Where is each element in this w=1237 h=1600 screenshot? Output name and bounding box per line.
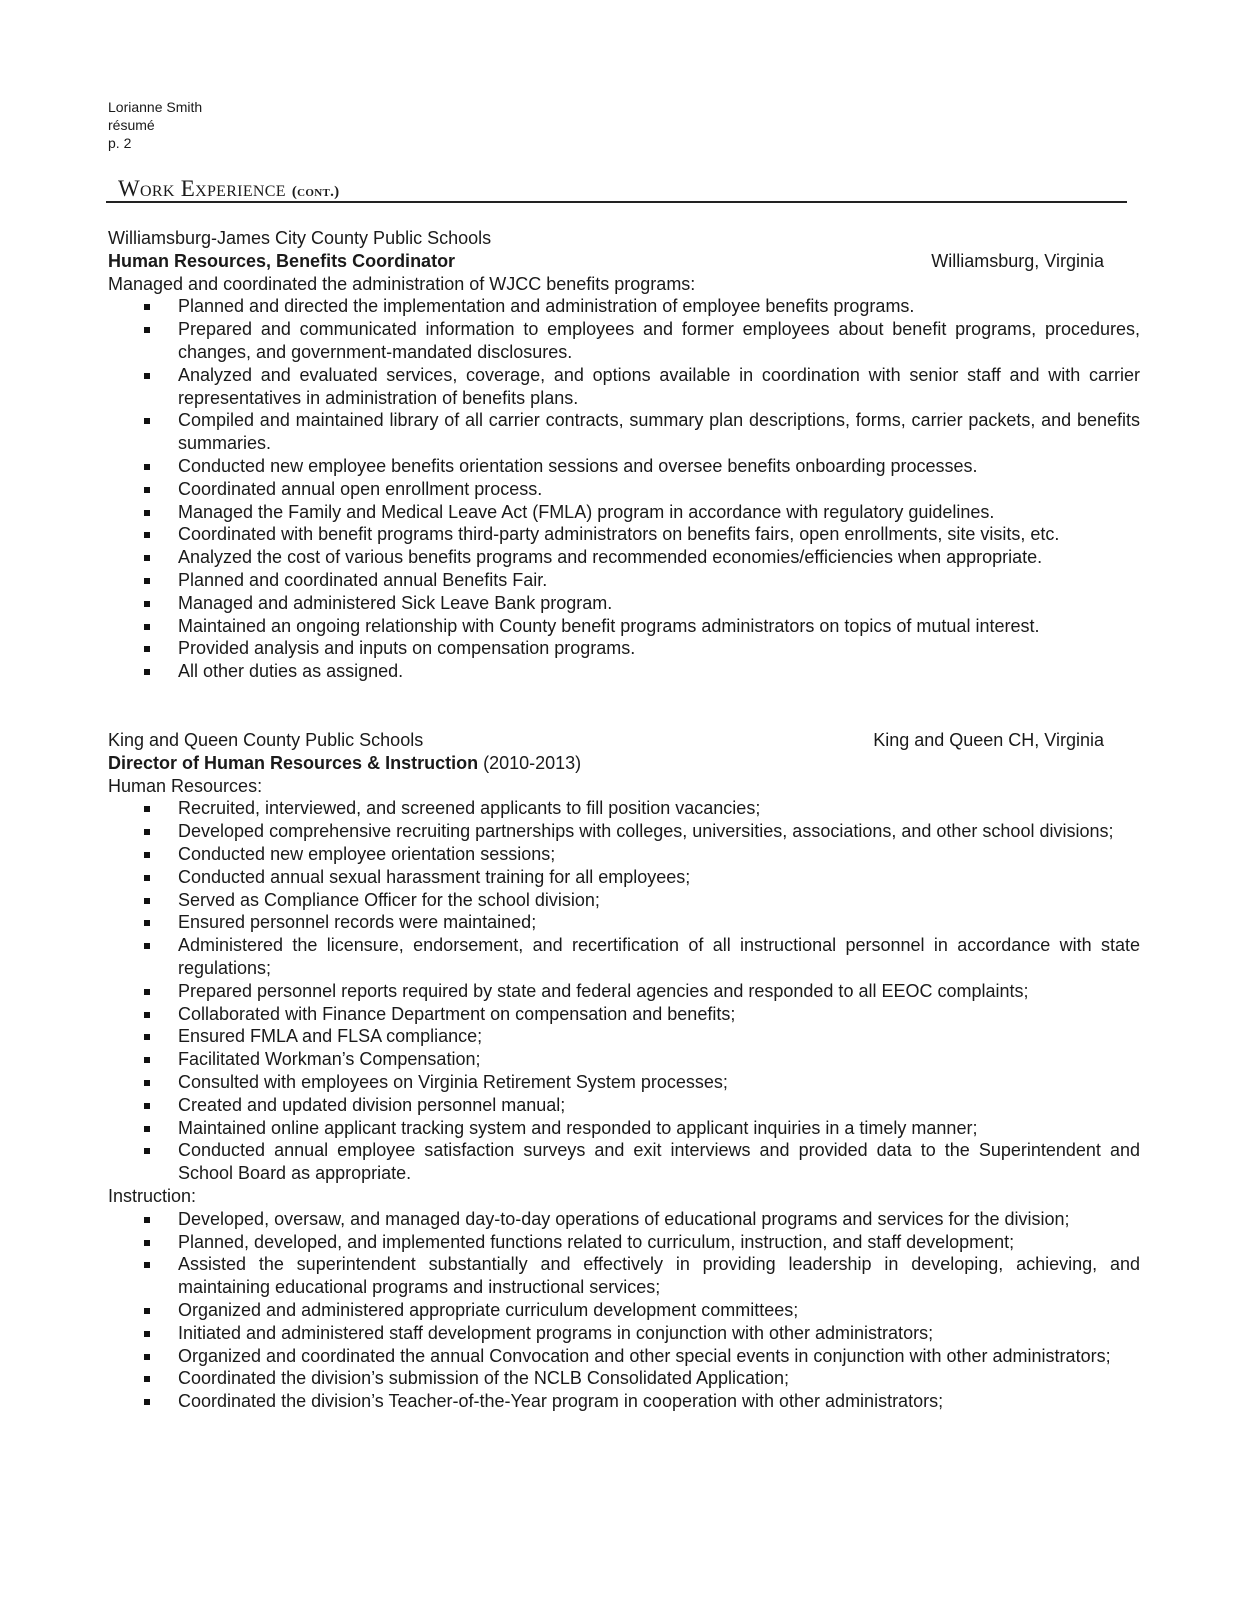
author-name: Lorianne Smith [108,99,203,115]
section-divider [106,201,1127,203]
bullet-item [108,1322,1140,1345]
bullet-text: Recruited, interviewed, and screened applicants to fill position vacancies; [178,798,761,819]
hr-bullet-list [108,797,1140,1185]
bullet-item [108,1299,1140,1322]
bullet-item [108,1048,1140,1071]
section-title: Work Experience [118,176,286,201]
bullet-item [108,797,1140,820]
bullet-item [108,660,1140,683]
bullet-square-icon [144,304,150,310]
job-organization: King and Queen County Public Schools [108,730,424,750]
job-title-row [108,752,1140,775]
bullet-square-icon [144,1217,150,1223]
bullet-square-icon [144,1034,150,1040]
bullet-item [108,1071,1140,1094]
bullet-square-icon [144,487,150,493]
bullet-text: Coordinated annual open enrollment process. [178,478,543,499]
bullet-item [108,523,1140,546]
bullet-item [108,889,1140,912]
bullet-square-icon [144,646,150,652]
bullet-text: Served as Compliance Officer for the school division; [178,889,600,910]
bullet-text: Conducted new employee benefits orientation sessions and oversee benefits onboarding processes. [178,455,978,476]
bullet-item [108,1367,1140,1390]
bullet-square-icon [144,920,150,926]
bullet-square-icon [144,1080,150,1086]
document-type: résumé [108,117,155,133]
bullet-item [108,1117,1140,1140]
bullet-square-icon [144,327,150,333]
bullet-square-icon [144,1308,150,1314]
bullet-item [108,592,1140,615]
bullet-square-icon [144,1126,150,1132]
bullet-item [108,501,1140,524]
instruction-subheading: Instruction: [108,1185,197,1206]
bullet-text: Developed, oversaw, and managed day-to-day operations of educational programs and services for the division; [178,1208,1070,1229]
bullet-text: Assisted the superintendent substantially and effectively in providing leadership in developing, achieving, and maintaining educational programs and instructional services; [178,1254,1140,1298]
bullet-item [108,569,1140,592]
bullet-square-icon [144,1240,150,1246]
bullet-text: Planned, developed, and implemented functions related to curriculum, instruction, and staff development; [178,1231,1015,1252]
bullet-item [108,1025,1140,1048]
bullet-item [108,637,1140,660]
bullet-text: Managed and administered Sick Leave Bank program. [178,592,613,613]
bullet-square-icon [144,898,150,904]
bullet-square-icon [144,1262,150,1268]
hr-subheading: Human Resources: [108,775,263,796]
bullet-text: Planned and directed the implementation and administration of employee benefits programs. [178,296,915,317]
bullet-item [108,409,1140,455]
bullet-square-icon [144,1331,150,1337]
bullet-text: Conducted annual sexual harassment training for all employees; [178,866,691,887]
bullet-text: Maintained online applicant tracking system and responded to applicant inquiries in a timely manner; [178,1117,978,1138]
bullet-text: Collaborated with Finance Department on compensation and benefits; [178,1003,736,1024]
bullet-item [108,866,1140,889]
bullet-text: Conducted annual employee satisfaction surveys and exit interviews and provided data to the Superintendent and School Board as appropriate. [178,1140,1140,1184]
bullet-item [108,364,1140,410]
bullet-item [108,1139,1140,1185]
bullet-item [108,615,1140,638]
page-header [108,98,202,152]
bullet-text: Analyzed and evaluated services, coverage, and options available in coordination with senior staff and with carrier representatives in administration of benefits plans. [178,364,1140,408]
bullet-text: Developed comprehensive recruiting partnerships with colleges, universities, associations, and other school divisions; [178,821,1114,842]
section-heading [118,176,339,202]
bullet-item [108,546,1140,569]
job-summary: Managed and coordinated the administration of WJCC benefits programs: [108,273,696,294]
bullet-item [108,1231,1140,1254]
bullet-item [108,980,1140,1003]
bullet-text: Prepared personnel reports required by state and federal agencies and responded to all EEOC complaints; [178,980,1029,1001]
bullet-square-icon [144,852,150,858]
bullet-item [108,1345,1140,1368]
bullet-item [108,1253,1140,1299]
bullet-square-icon [144,1103,150,1109]
job-organization: Williamsburg-James City County Public Schools [108,228,492,248]
bullet-square-icon [144,1354,150,1360]
bullet-item [108,1094,1140,1117]
bullet-square-icon [144,1399,150,1405]
bullet-text: Ensured FMLA and FLSA compliance; [178,1026,483,1047]
bullet-text: Organized and coordinated the annual Convocation and other special events in conjunction with other administrators; [178,1345,1111,1366]
bullet-square-icon [144,555,150,561]
bullet-text: Analyzed the cost of various benefits programs and recommended economies/efficiencies when appropriate. [178,547,1043,568]
bullet-item [108,318,1140,364]
bullet-item [108,843,1140,866]
bullet-text: Facilitated Workman’s Compensation; [178,1049,481,1070]
bullet-item [108,1208,1140,1231]
bullet-text: Compiled and maintained library of all carrier contracts, summary plan descriptions, forms, carrier packets, and benefits summaries. [178,410,1140,454]
job-years: (2010-2013) [483,752,582,773]
bullet-square-icon [144,578,150,584]
bullet-item [108,295,1140,318]
bullet-text: Created and updated division personnel manual; [178,1094,566,1115]
bullet-item [108,455,1140,478]
bullet-text: Provided analysis and inputs on compensation programs. [178,638,636,659]
bullet-text: Prepared and communicated information to employees and former employees about benefit programs, procedures, changes, and government-mandated disclosures. [178,319,1140,362]
bullet-square-icon [144,532,150,538]
job-organization-row [108,227,1140,250]
page-number: p. 2 [108,135,132,151]
section-cont-label: (cont.) [291,184,340,200]
bullet-square-icon [144,806,150,812]
bullet-square-icon [144,510,150,516]
job-title: Human Resources, Benefits Coordinator [108,250,456,271]
bullet-text: Initiated and administered staff development programs in conjunction with other administrators; [178,1322,934,1343]
bullet-text: Maintained an ongoing relationship with County benefit programs administrators on topics of mutual interest. [178,615,1040,636]
bullet-item [108,1003,1140,1026]
bullet-text: Consulted with employees on Virginia Retirement System processes; [178,1071,728,1092]
bullet-square-icon [144,669,150,675]
job-organization-row [108,729,1140,752]
bullet-text: Planned and coordinated annual Benefits Fair. [178,569,548,590]
bullet-text: Managed the Family and Medical Leave Act (FMLA) program in accordance with regulatory guidelines. [178,501,995,522]
bullet-text: All other duties as assigned. [178,661,404,682]
bullet-square-icon [144,601,150,607]
bullet-item [108,934,1140,980]
bullet-square-icon [144,624,150,630]
job-bullet-list [108,295,1140,683]
bullet-square-icon [144,1012,150,1018]
job-title: Director of Human Resources & Instruction [108,752,479,773]
bullet-square-icon [144,1376,150,1382]
bullet-item [108,1390,1140,1413]
bullet-square-icon [144,418,150,424]
bullet-square-icon [144,829,150,835]
bullet-square-icon [144,464,150,470]
job-location: King and Queen CH, Virginia [873,730,1104,750]
bullet-square-icon [144,875,150,881]
bullet-item [108,911,1140,934]
bullet-square-icon [144,943,150,949]
bullet-square-icon [144,1148,150,1154]
bullet-square-icon [144,373,150,379]
bullet-square-icon [144,989,150,995]
instruction-bullet-list [108,1208,1140,1413]
job-wjcc [108,227,1140,683]
job-title-row [108,250,1140,273]
bullet-text: Coordinated the division’s Teacher-of-the-Year program in cooperation with other administrators; [178,1391,944,1412]
bullet-square-icon [144,1057,150,1063]
bullet-item [108,478,1140,501]
bullet-text: Coordinated with benefit programs third-party administrators on benefits fairs, open enrollments, site visits, etc. [178,524,1060,545]
job-location: Williamsburg, Virginia [931,250,1104,271]
bullet-text: Organized and administered appropriate curriculum development committees; [178,1299,799,1320]
bullet-text: Coordinated the division’s submission of the NCLB Consolidated Application; [178,1368,790,1389]
bullet-item [108,820,1140,843]
bullet-text: Ensured personnel records were maintained; [178,912,537,933]
bullet-text: Conducted new employee orientation sessions; [178,843,556,864]
job-kqcps [108,729,1140,1413]
bullet-text: Administered the licensure, endorsement, and recertification of all instructional personnel in accordance with state regulations; [178,935,1140,978]
